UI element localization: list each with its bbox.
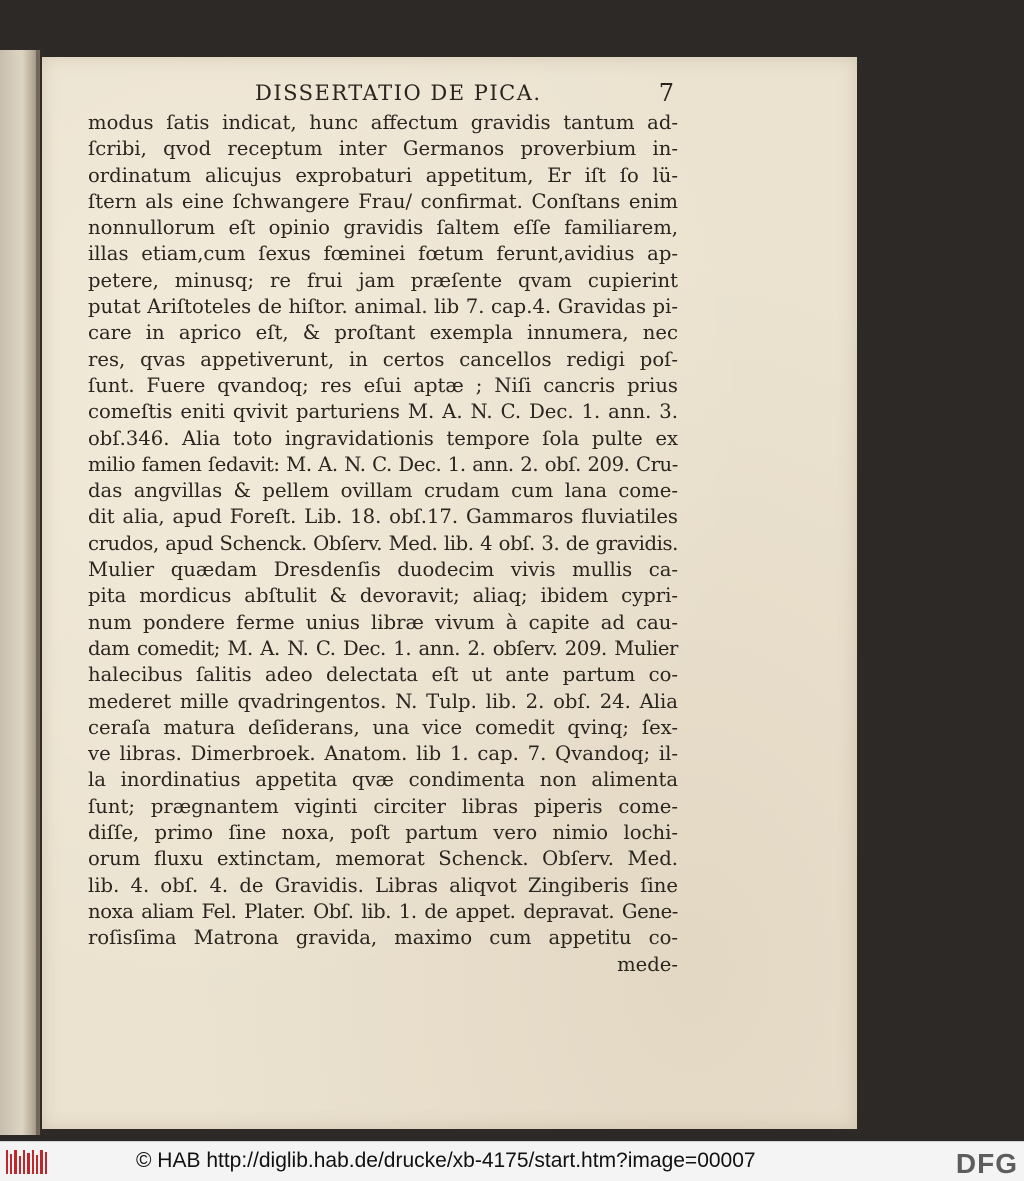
text-line: milio famen ſedavit: M. A. N. C. Dec. 1. ann. 2. obſ. 209. Cru- bbox=[88, 452, 678, 476]
text-line: orum fluxu extinctam, memorat Schenck. Obſerv. Med. bbox=[88, 847, 678, 871]
text-line: putat Ariſtoteles de hiſtor. animal. lib 7. cap.4. Gravidas pi- bbox=[88, 295, 678, 319]
text-line: ſunt. Fuere qvandoq; res eſui aptæ ; Niſi cancris prius bbox=[88, 373, 678, 397]
hab-logo-icon bbox=[4, 1146, 48, 1178]
text-line: noxa aliam Fel. Plater. Obſ. lib. 1. de appet. depravat. Gene- bbox=[88, 899, 678, 923]
page-text-block bbox=[88, 110, 678, 978]
text-line: ceraſa matura deſiderans, una vice comedit qvinq; ſex- bbox=[88, 715, 678, 739]
text-line: ſtern als eine ſchwangere Frau/ confirmat. Conſtans enim bbox=[88, 189, 678, 213]
text-line: illas etiam,cum ſexus fœminei fœtum ferunt,avidius ap- bbox=[88, 242, 678, 266]
book-spine-edge bbox=[0, 50, 40, 1135]
status-bar bbox=[0, 1141, 1024, 1181]
text-line: halecibus ſalitis adeo delectata eſt ut ante partum co- bbox=[88, 663, 678, 687]
text-line: pita mordicus abſtulit & devoravit; aliaq; ibidem cypri- bbox=[88, 584, 678, 608]
text-line: nonnullorum eſt opinio gravidis ſaltem eſſe familiarem, bbox=[88, 216, 678, 240]
text-line: diſſe, primo ſine noxa, poſt partum vero nimio lochi- bbox=[88, 821, 678, 845]
text-line: la inordinatius appetita qvæ condimenta non alimenta bbox=[88, 768, 678, 792]
text-line: res, qvas appetiverunt, in certos cancellos redigi poſ- bbox=[88, 347, 678, 371]
text-line: care in aprico eſt, & proſtant exempla innumera, nec bbox=[88, 321, 678, 345]
text-line: obſ.346. Alia toto ingravidationis tempore ſola pulte ex bbox=[88, 426, 678, 450]
text-line: dam comedit; M. A. N. C. Dec. 1. ann. 2. obſerv. 209. Mulier bbox=[88, 636, 678, 660]
text-line: modus ſatis indicat, hunc affectum gravidis tantum ad- bbox=[88, 111, 678, 134]
text-line: lib. 4. obſ. 4. de Gravidis. Libras aliqvot Zingiberis ſine bbox=[88, 873, 678, 897]
text-line: ve libras. Dimerbroek. Anatom. lib 1. cap. 7. Qvandoq; il- bbox=[88, 742, 678, 766]
text-line: petere, minusq; re frui jam præſente qvam cupierint bbox=[88, 268, 678, 292]
copyright-text: © HAB http://diglib.hab.de/drucke/xb-4175/start.htm?image=00007 bbox=[136, 1149, 756, 1172]
text-line: roſisſima Matrona gravida, maximo cum appetitu co- bbox=[88, 926, 678, 950]
page-number: 7 bbox=[658, 79, 674, 107]
text-line: Mulier quædam Dresdenſis duodecim vivis mullis ca- bbox=[88, 558, 678, 582]
text-line: mederet mille qvadringentos. N. Tulp. lib. 2. obſ. 24. Alia bbox=[88, 689, 678, 713]
text-line: ſunt; prægnantem viginti circiter libras piperis come- bbox=[88, 794, 678, 818]
text-line: ſcribi, qvod receptum inter Germanos proverbium in- bbox=[88, 137, 678, 161]
running-title: DISSERTATIO DE PICA. bbox=[255, 81, 542, 105]
text-line: mede- bbox=[617, 952, 678, 976]
dfg-logo: DFG bbox=[955, 1148, 1018, 1179]
text-line: num pondere ferme unius libræ vivum à capite ad cau- bbox=[88, 610, 678, 634]
text-line: das angvillas & pellem ovillam crudam cum lana come- bbox=[88, 479, 678, 503]
text-line: crudos, apud Schenck. Obſerv. Med. lib. 4 obſ. 3. de gravidis. bbox=[88, 531, 678, 555]
text-line: comeſtis eniti qvivit parturiens M. A. N. C. Dec. 1. ann. 3. bbox=[88, 400, 678, 424]
page-header bbox=[88, 81, 680, 111]
text-line: dit alia, apud Foreſt. Lib. 18. obſ.17. Gammaros fluviatiles bbox=[88, 505, 678, 529]
text-line: ordinatum alicujus exprobaturi appetitum, Er iſt ſo lü- bbox=[88, 163, 678, 187]
